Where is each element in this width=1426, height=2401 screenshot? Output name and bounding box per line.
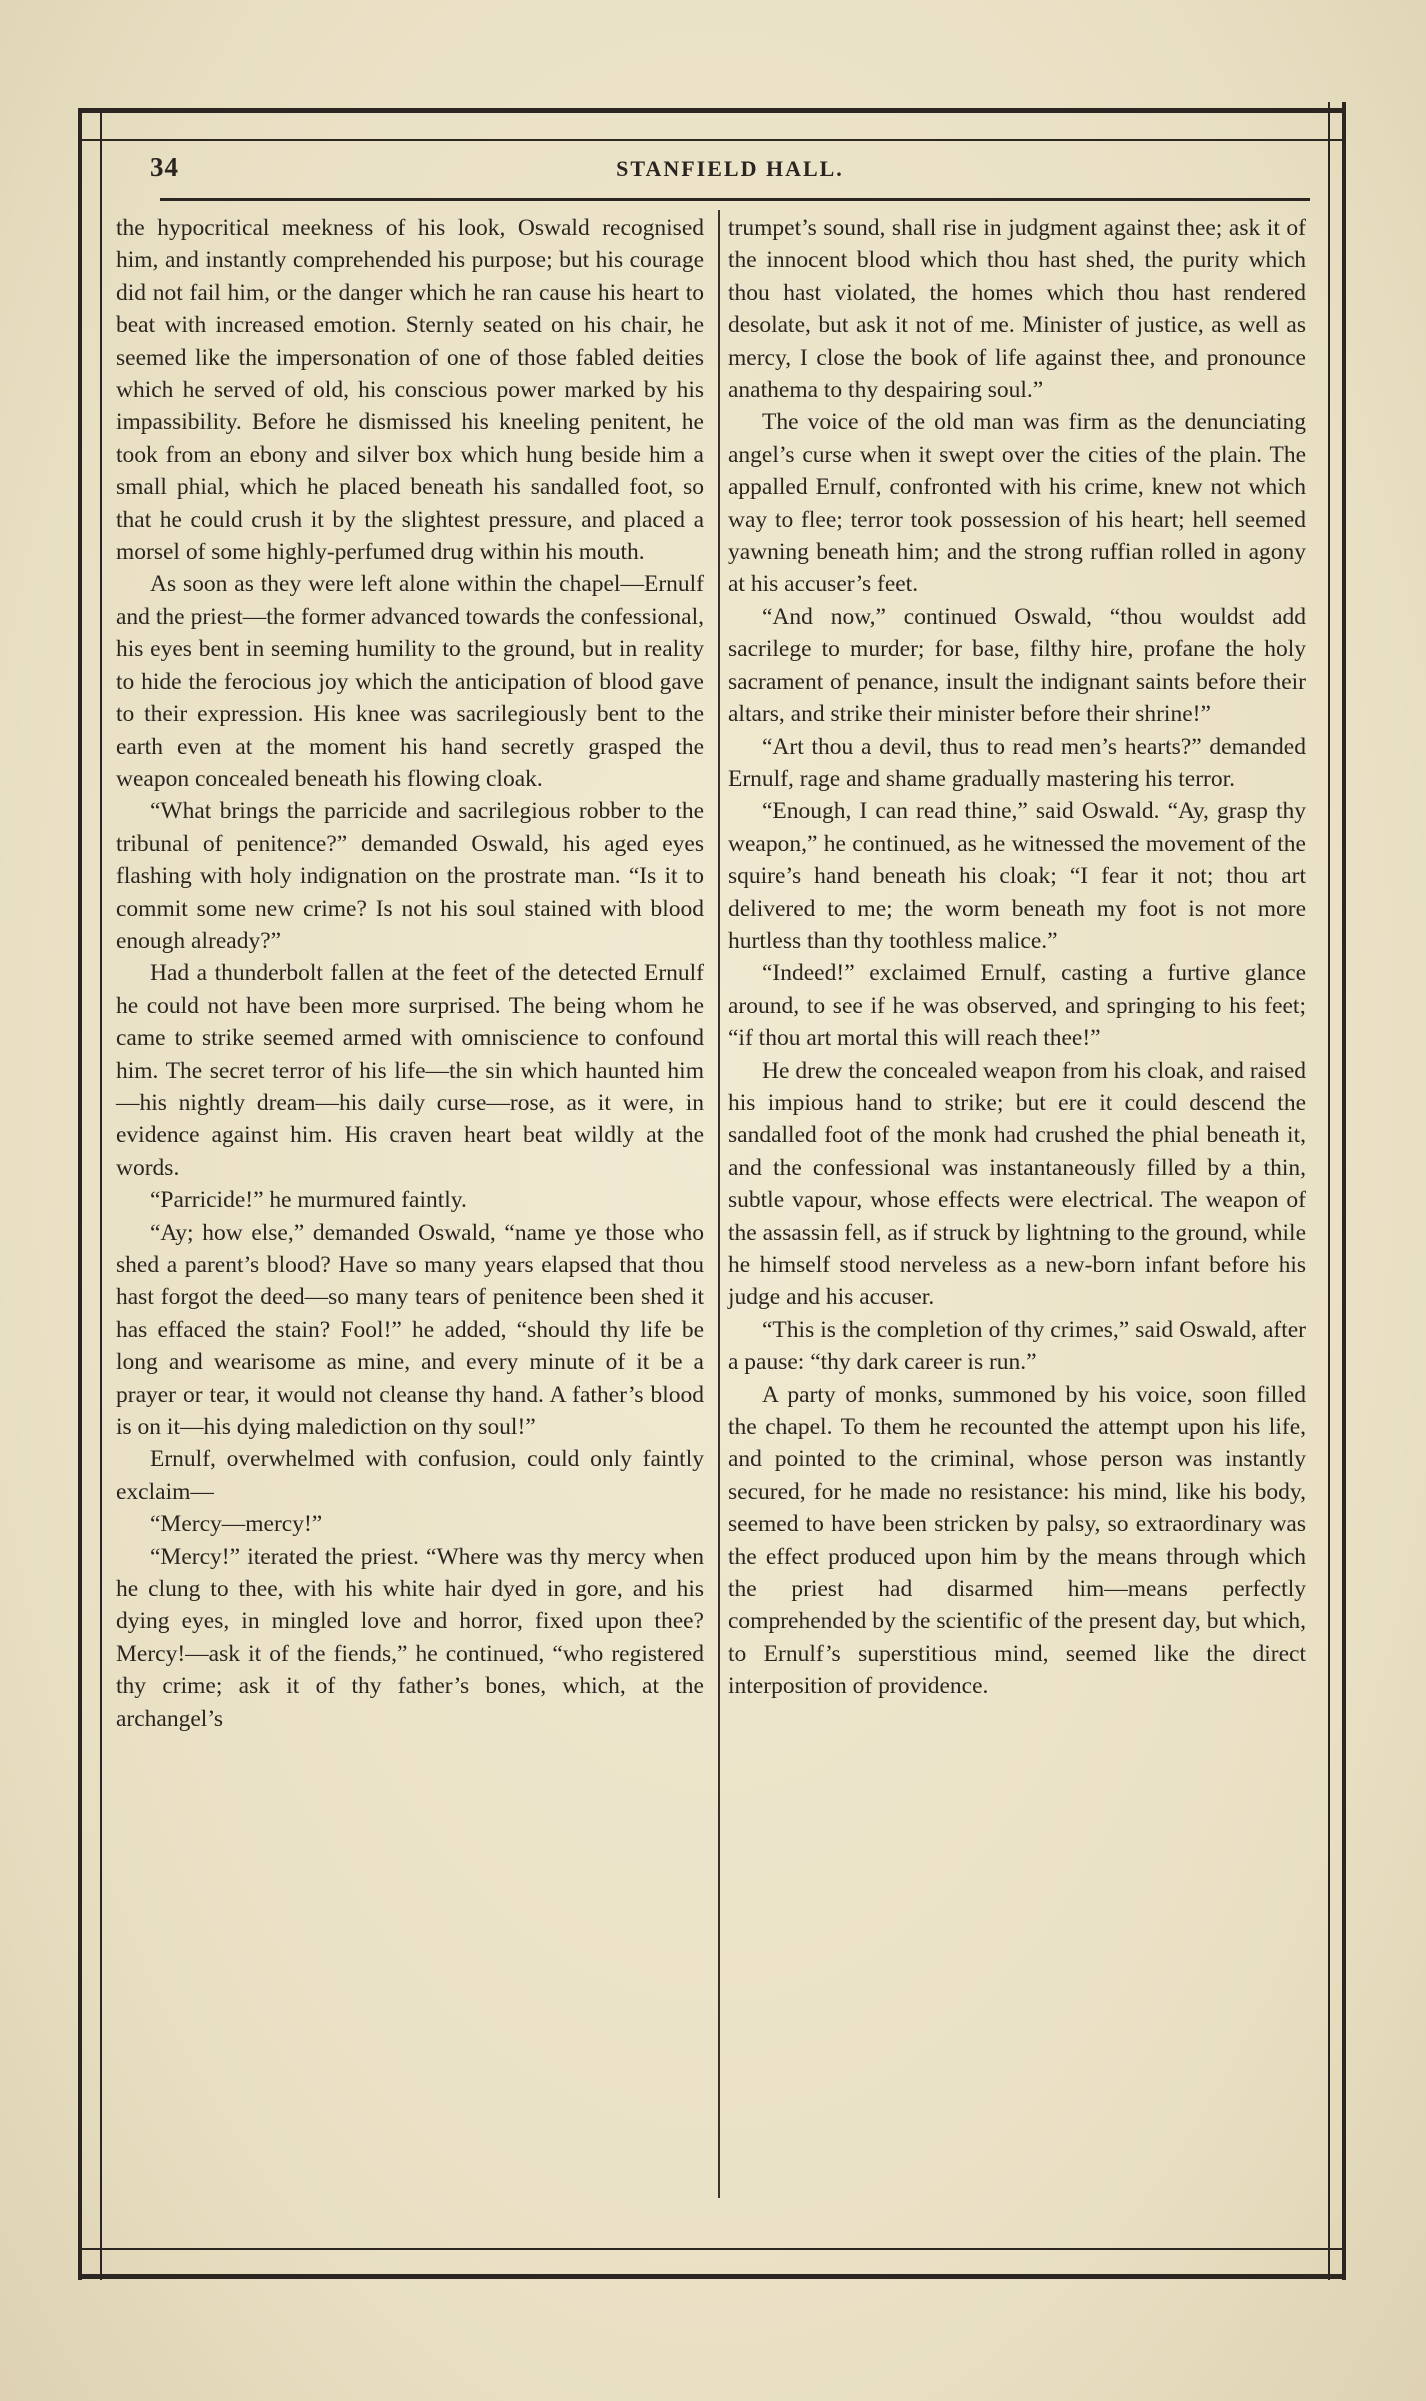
paragraph: the hypocritical meekness of his look, Oswald recognised him, and instantly comprehended his purpose; but his courage did not fail him, or the danger which he ran cause his heart to beat with increased emotion. Sternly seated on his chair, he seemed like the impersonation of one of those fabled deities which he served of old, his conscious power marked by his impassibility. Before he dismissed his kneeling penitent, he took from an ebony and silver box which hung beside him a small phial, which he placed beneath his sandalled foot, so that he could crush it by the slightest pressure, and placed a morsel of some highly-perfumed drug within his mouth. [116,215,704,566]
right-column [728,212,1306,1703]
page-number: 34 [150,152,179,182]
page-header [150,152,1310,192]
frame-left-rule [78,108,102,2280]
paragraph: “Ay; how else,” demanded Oswald, “name ye those who shed a parent’s blood? Have so many years elapsed that thou hast forgot the deed—so many tears of penitence been shed it has effaced the stain? Fool!” he added, “should thy life be long and wearisome as mine, and every minute of it be a prayer or tear, it would not cleanse thy hand. A father’s blood is on it—his dying malediction on thy soul!” [116,1219,704,1441]
paragraph: The voice of the old man was firm as the denunciating angel’s curse when it swept over the cities of the plain. The appalled Ernulf, confronted with his crime, knew not which way to flee; terror took possession of his heart; hell seemed yawning beneath him; and the strong ruffian rolled in agony at his accuser’s feet. [728,409,1306,598]
paragraph: Had a thunderbolt fallen at the feet of the detected Ernulf he could not have been more surprised. The being whom he came to strike seemed armed with omniscience to confound him. The secret terror of his life—the sin which haunted him—his nightly dream—his daily curse—rose, as it were, in evidence against him. His craven heart beat wildly at the words. [116,960,704,1181]
paragraph: “This is the completion of thy crimes,” said Oswald, after a pause: “thy dark career is run.” [728,1316,1306,1376]
paragraph: “Indeed!” exclaimed Ernulf, casting a furtive glance around, to see if he was observed, and springing to his feet; “if thou art mortal this will reach thee!” [728,960,1306,1052]
frame-bottom-rule [78,2248,1346,2279]
paragraph: “Mercy!” iterated the priest. “Where was thy mercy when he clung to thee, with his white hair dyed in gore, and his dying eyes, in mingled love and horror, fixed upon thee? Mercy!—ask it of the fiends,” he continued, “who registered thy crime; ask it of thy father’s bones, which, at the archangel’s [116,1543,704,1732]
running-title: STANFIELD HALL. [616,156,844,181]
paragraph: “What brings the parricide and sacrilegious robber to the tribunal of penitence?” demanded Oswald, his aged eyes flashing with holy indignation on the prostrate man. “Is it to commit some new crime? Is not his soul stained with blood enough already?” [116,798,704,954]
paragraph: “Mercy—mercy!” [150,1511,323,1538]
frame-top-rule [78,108,1346,141]
paragraph: “Art thou a devil, thus to read men’s hearts?” demanded Ernulf, rage and shame gradually mastering his terror. [728,733,1306,792]
paragraph: “And now,” continued Oswald, “thou wouldst add sacrilege to murder; for base, filthy hire, profane the holy sacrament of penance, insult the indignant saints before their altars, and strike their minister before their shrine!” [728,603,1306,728]
paragraph: “Enough, I can read thine,” said Oswald. “Ay, grasp thy weapon,” he continued, as he witnessed the movement of the squire’s hand beneath his cloak; “I fear it not; thou art delivered to me; the worm beneath my foot is not more hurtless than thy toothless malice.” [728,798,1306,954]
frame-right-rule [1328,102,1346,2280]
paragraph: “Parricide!” he murmured faintly. [150,1187,467,1214]
paragraph: A party of monks, summoned by his voice, soon filled the chapel. To them he recounted the attempt upon his life, and pointed to the criminal, whose person was instantly secured, for he made no resistance: his mind, like his body, seemed to have been stricken by palsy, so extraordinary was the effect produced upon him by the means through which the priest had disarmed him—means perfectly comprehended by the scientific of the present day, but which, to Ernulf’s superstitious mind, seemed like the direct interposition of providence. [728,1381,1306,1700]
paragraph: Ernulf, overwhelmed with confusion, could only faintly exclaim— [116,1446,704,1505]
left-column [116,212,704,1735]
paragraph: trumpet’s sound, shall rise in judgment against thee; ask it of the innocent blood which thou hast shed, the purity which thou hast violated, the homes which thou hast rendered desolate, but ask it not of me. Minister of justice, as well as mercy, I close the book of life against thee, and pronounce anathema to thy despairing soul.” [728,215,1306,404]
header-rule [160,198,1310,201]
paragraph: He drew the concealed weapon from his cloak, and raised his impious hand to strike; but ere it could descend the sandalled foot of the monk had crushed the phial beneath it, and the confessional was instantaneously filled by a thin, subtle vapour, whose effects were electrical. The weapon of the assassin fell, as if struck by lightning to the ground, while he himself stood nerveless as a new-born infant before his judge and his accuser. [728,1057,1306,1311]
paragraph: As soon as they were left alone within the chapel—Ernulf and the priest—the former advanced towards the confessional, his eyes bent in seeming humility to the ground, but in reality to hide the ferocious joy which the anticipation of blood gave to their expression. His knee was sacrilegiously bent to the earth even at the moment his hand secretly grasped the weapon concealed beneath his flowing cloak. [116,571,704,792]
column-divider [718,210,720,2198]
